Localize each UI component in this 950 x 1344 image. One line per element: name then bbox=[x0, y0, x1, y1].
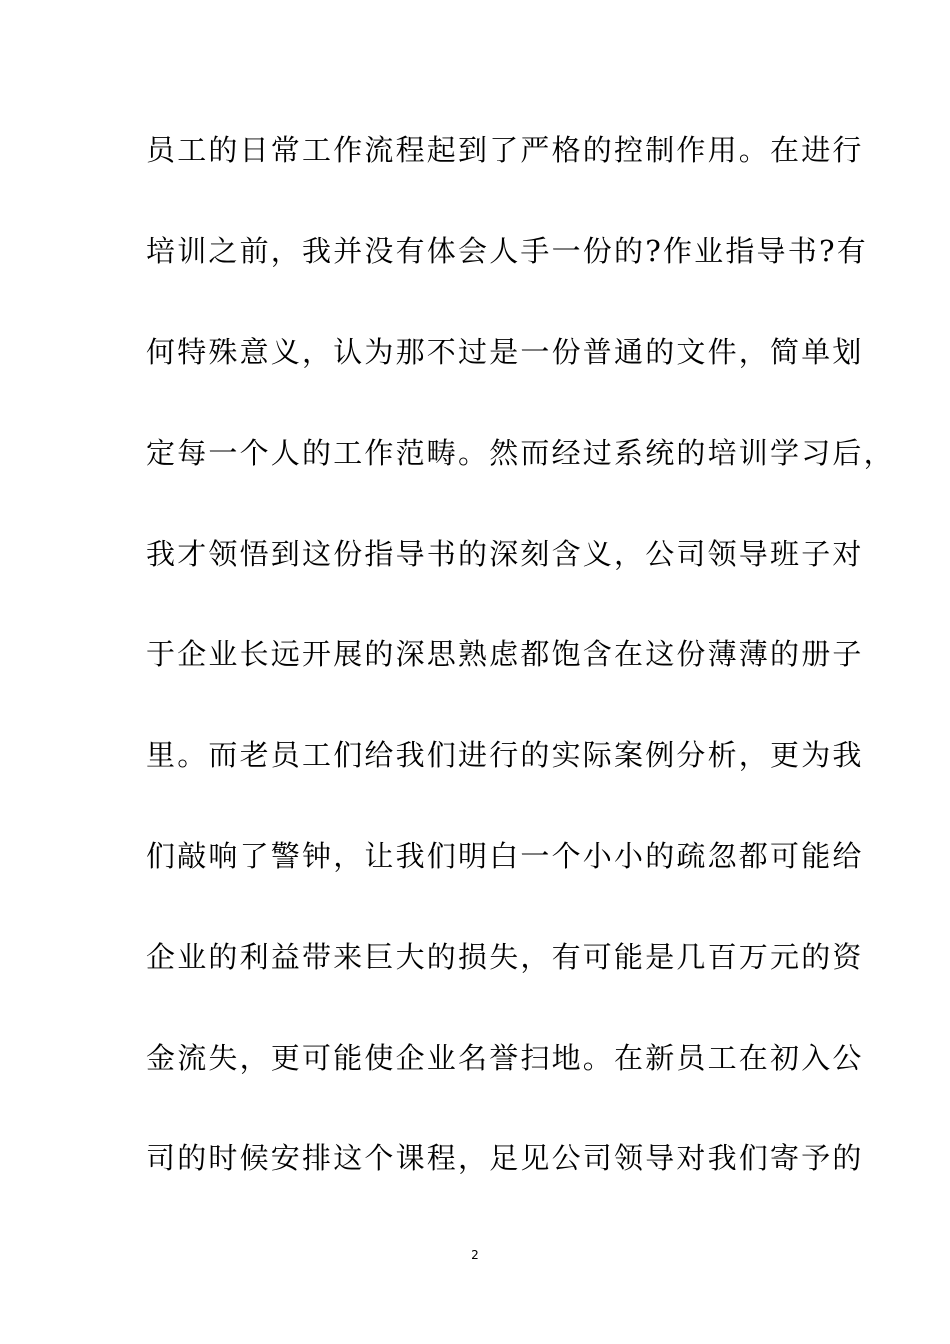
body-text-line: 们敲响了警钟，让我们明白一个小小的疏忽都可能给 bbox=[146, 839, 864, 873]
page-number: 2 bbox=[471, 1248, 479, 1262]
body-text-line: 于企业长远开展的深思熟虑都饱含在这份薄薄的册子 bbox=[146, 637, 864, 671]
body-text-line: 金流失，更可能使企业名誉扫地。在新员工在初入公 bbox=[146, 1041, 864, 1075]
body-text-line: 司的时候安排这个课程，足见公司领导对我们寄予的 bbox=[146, 1141, 864, 1175]
body-text-line: 何特殊意义，认为那不过是一份普通的文件，简单划 bbox=[146, 335, 864, 369]
body-text-line: 培训之前，我并没有体会人手一份的?作业指导书?有 bbox=[146, 234, 868, 268]
body-text-line: 我才领悟到这份指导书的深刻含义，公司领导班子对 bbox=[146, 537, 864, 571]
body-text-line: 里。而老员工们给我们进行的实际案例分析，更为我 bbox=[146, 738, 864, 772]
body-text-line: 企业的利益带来巨大的损失，有可能是几百万元的资 bbox=[146, 940, 864, 974]
body-text-line: 定每一个人的工作范畴。然而经过系统的培训学习后， bbox=[146, 436, 895, 470]
body-text-line: 员工的日常工作流程起到了严格的控制作用。在进行 bbox=[146, 133, 864, 167]
